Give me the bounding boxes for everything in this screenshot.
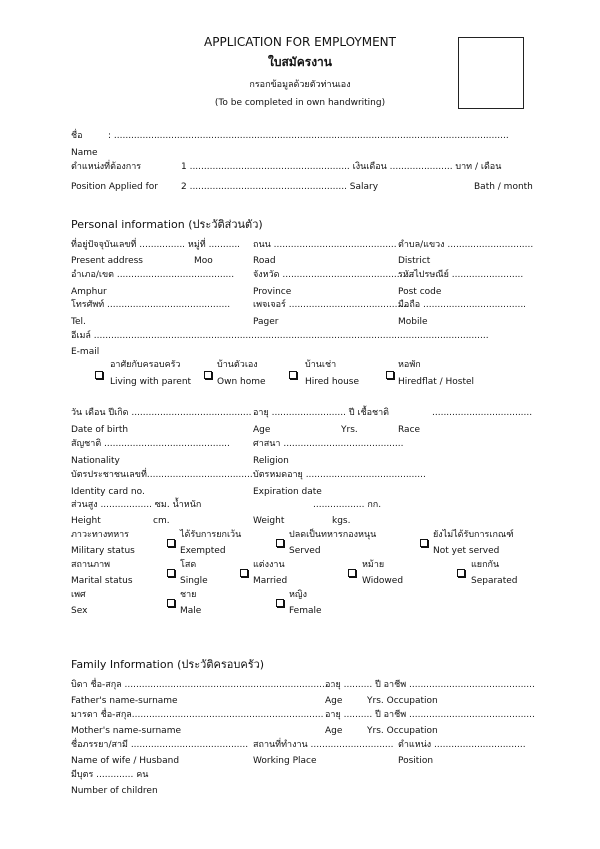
military-exempted-label-en: Exempted	[180, 546, 226, 556]
mother-label-en: Mother's name-surname	[71, 726, 181, 736]
residence-hired-label-th: บ้านเช่า	[305, 360, 337, 370]
spouse-position-field[interactable]: ตำแหน่ง ................................	[398, 740, 526, 750]
yrs-label-en: Yrs.	[341, 425, 358, 435]
sex-label-en: Sex	[71, 606, 88, 616]
residence-parent-checkbox[interactable]	[95, 371, 103, 379]
email-field[interactable]: อีเมล์ ..........................................................................................................................................	[71, 331, 489, 341]
personal-section-title: Personal information (ประวัติส่วนตัว)	[71, 218, 263, 231]
tel-label-en: Tel.	[71, 317, 86, 327]
weight-label-en: Weight	[253, 516, 285, 526]
form-subtitle-en: (To be completed in own handwriting)	[214, 98, 386, 108]
dob-field[interactable]: วัน เดือน ปีเกิด ..........................................	[71, 408, 252, 418]
province-label-en: Province	[253, 287, 292, 297]
name-label-th: ชื่อ	[71, 131, 83, 141]
sex-male-checkbox[interactable]	[167, 599, 175, 607]
family-section-title: Family Information (ประวัติครอบครัว)	[71, 658, 265, 671]
race-field[interactable]: ...................................	[432, 408, 533, 418]
military-served-label-th: ปลดเป็นทหารกองหนุน	[289, 530, 377, 540]
mobile-field[interactable]: มือถือ ....................................	[398, 300, 527, 310]
sex-female-label-th: หญิง	[289, 590, 307, 600]
amphur-label-en: Amphur	[71, 287, 107, 297]
position-field-2[interactable]: 2 ....................................................... Salary	[181, 182, 379, 192]
age-label-en: Age	[253, 425, 271, 435]
marital-married-label-th: แต่งงาน	[253, 560, 285, 570]
children-field[interactable]: มีบุตร ............. คน	[71, 770, 149, 780]
id-card-field[interactable]: บัตรประชาชนเลขที่.....................................	[71, 470, 253, 480]
race-label-en: Race	[398, 425, 421, 435]
father-age-occupation-field[interactable]: อายุ .......... ปี อาชีพ ............................................	[325, 680, 535, 690]
children-label-en: Number of children	[71, 786, 158, 796]
road-label-en: Road	[253, 256, 276, 266]
weight-field[interactable]: .................. กก.	[313, 500, 382, 510]
amphur-field[interactable]: อำเภอ/เขต .........................................	[71, 270, 235, 280]
dob-label-en: Date of birth	[71, 425, 129, 435]
military-exempted-checkbox[interactable]	[167, 539, 175, 547]
marital-single-label-en: Single	[180, 576, 208, 586]
address-label-en: Present address	[71, 256, 143, 266]
spouse-workplace-field[interactable]: สถานที่ทำงาน .............................	[253, 740, 394, 750]
spouse-position-label-en: Position	[398, 756, 434, 766]
residence-hostel-checkbox[interactable]	[386, 371, 394, 379]
position-label-en: Position Applied for	[71, 182, 158, 192]
mobile-label-en: Mobile	[398, 317, 428, 327]
mother-name-field[interactable]: มารดา ชื่อ-สกุล...................................................................	[71, 710, 324, 720]
expiration-field[interactable]: บัตรหมดอายุ ..........................................	[253, 470, 426, 480]
district-label-en: District	[398, 256, 431, 266]
residence-hired-checkbox[interactable]	[289, 371, 297, 379]
expiration-label-en: Expiration date	[253, 487, 322, 497]
marital-single-label-th: โสด	[180, 560, 197, 570]
marital-widowed-label-en: Widowed	[362, 576, 404, 586]
mother-occupation-label-en: Yrs. Occupation	[367, 726, 438, 736]
residence-own-checkbox[interactable]	[204, 371, 212, 379]
id-card-label-en: Identity card no.	[71, 487, 145, 497]
email-label-en: E-mail	[71, 347, 100, 357]
pager-label-en: Pager	[253, 317, 279, 327]
photo-box	[458, 37, 524, 109]
sex-female-checkbox[interactable]	[276, 599, 284, 607]
military-served-label-en: Served	[289, 546, 321, 556]
nationality-field[interactable]: สัญชาติ ............................................	[71, 439, 230, 449]
position-field-1[interactable]: 1 ........................................................ เงินเดือน ...................... บาท / เดือน	[181, 162, 502, 172]
tel-field[interactable]: โทรศัพท์ ...........................................	[71, 300, 231, 310]
marital-label-th: สถานภาพ	[71, 560, 111, 570]
moo-label-en: Moo	[194, 256, 213, 266]
residence-hostel-label-th: หอพัก	[398, 360, 421, 370]
military-label-en: Military status	[71, 546, 135, 556]
province-field[interactable]: จังหวัด ..............................................	[253, 270, 414, 280]
road-field[interactable]: ถนน ...........................................	[253, 240, 397, 250]
residence-hired-label-en: Hired house	[305, 377, 360, 387]
workplace-label-en: Working Place	[253, 756, 317, 766]
name-field[interactable]: : ..........................................................................................................................................	[108, 131, 509, 141]
mother-age-label-en: Age	[325, 726, 343, 736]
father-age-label-en: Age	[325, 696, 343, 706]
military-label-th: ภาวะทางทหาร	[71, 530, 130, 540]
spouse-label-en: Name of wife / Husband	[71, 756, 180, 766]
postcode-label-en: Post code	[398, 287, 442, 297]
marital-widowed-label-th: หม้าย	[362, 560, 385, 570]
salary-unit: Bath / month	[474, 182, 533, 192]
marital-separated-label-en: Separated	[471, 576, 518, 586]
age-field[interactable]: อายุ .......................... ปี เชื้อชาติ	[253, 408, 390, 418]
marital-separated-label-th: แยกกัน	[471, 560, 500, 570]
religion-field[interactable]: ศาสนา ..........................................	[253, 439, 404, 449]
father-label-en: Father's name-surname	[71, 696, 178, 706]
form-subtitle-th: กรอกข้อมูลด้วยตัวท่านเอง	[249, 80, 351, 90]
residence-hostel-label-en: Hiredflat / Hostel	[398, 377, 475, 387]
sex-male-label-en: Male	[180, 606, 202, 616]
religion-label-en: Religion	[253, 456, 289, 466]
father-name-field[interactable]: บิดา ชื่อ-สกุล .........................................................................	[71, 680, 334, 690]
military-notyet-label-th: ยังไม่ได้รับการเกณฑ์	[433, 530, 514, 540]
residence-parent-label-en: Living with parent	[110, 377, 192, 387]
cm-label-en: cm.	[153, 516, 170, 526]
military-notyet-checkbox[interactable]	[420, 539, 428, 547]
address-field[interactable]: ที่อยู่ปัจจุบันเลขที่ ................ หมู่ที่ ...........	[71, 240, 241, 250]
father-occupation-label-en: Yrs. Occupation	[367, 696, 438, 706]
name-label-en: Name	[71, 148, 98, 158]
form-title-en: APPLICATION FOR EMPLOYMENT	[204, 35, 396, 49]
position-label-th: ตำแหน่งที่ต้องการ	[71, 162, 142, 172]
kgs-label-en: kgs.	[332, 516, 351, 526]
military-notyet-label-en: Not yet served	[433, 546, 500, 556]
marital-label-en: Marital status	[71, 576, 133, 586]
marital-widowed-checkbox[interactable]	[348, 569, 356, 577]
spouse-name-field[interactable]: ชื่อภรรยา/สามี .........................................	[71, 740, 249, 750]
nationality-label-en: Nationality	[71, 456, 120, 466]
residence-own-label-th: บ้านตัวเอง	[217, 360, 258, 370]
marital-married-label-en: Married	[253, 576, 288, 586]
residence-parent-label-th: อาศัยกับครอบครัว	[110, 360, 181, 370]
sex-label-th: เพศ	[71, 590, 86, 600]
pager-field[interactable]: เพจเจอร์ ..........................................	[253, 300, 409, 310]
military-exempted-label-th: ได้รับการยกเว้น	[180, 530, 242, 540]
sex-female-label-en: Female	[289, 606, 322, 616]
height-field[interactable]: ส่วนสูง .................. ซม. น้ำหนัก	[71, 500, 202, 510]
marital-married-checkbox[interactable]	[240, 569, 248, 577]
military-served-checkbox[interactable]	[276, 539, 284, 547]
marital-separated-checkbox[interactable]	[457, 569, 465, 577]
mother-age-occupation-field[interactable]: อายุ .......... ปี อาชีพ ............................................	[325, 710, 535, 720]
sex-male-label-th: ชาย	[180, 590, 197, 600]
postcode-field[interactable]: รหัสไปรษณีย์ .........................	[398, 270, 524, 280]
residence-own-label-en: Own home	[217, 377, 266, 387]
district-field[interactable]: ตำบล/แขวง ..............................	[398, 240, 534, 250]
form-title-th: ใบสมัครงาน	[268, 55, 332, 69]
marital-single-checkbox[interactable]	[167, 569, 175, 577]
height-label-en: Height	[71, 516, 101, 526]
